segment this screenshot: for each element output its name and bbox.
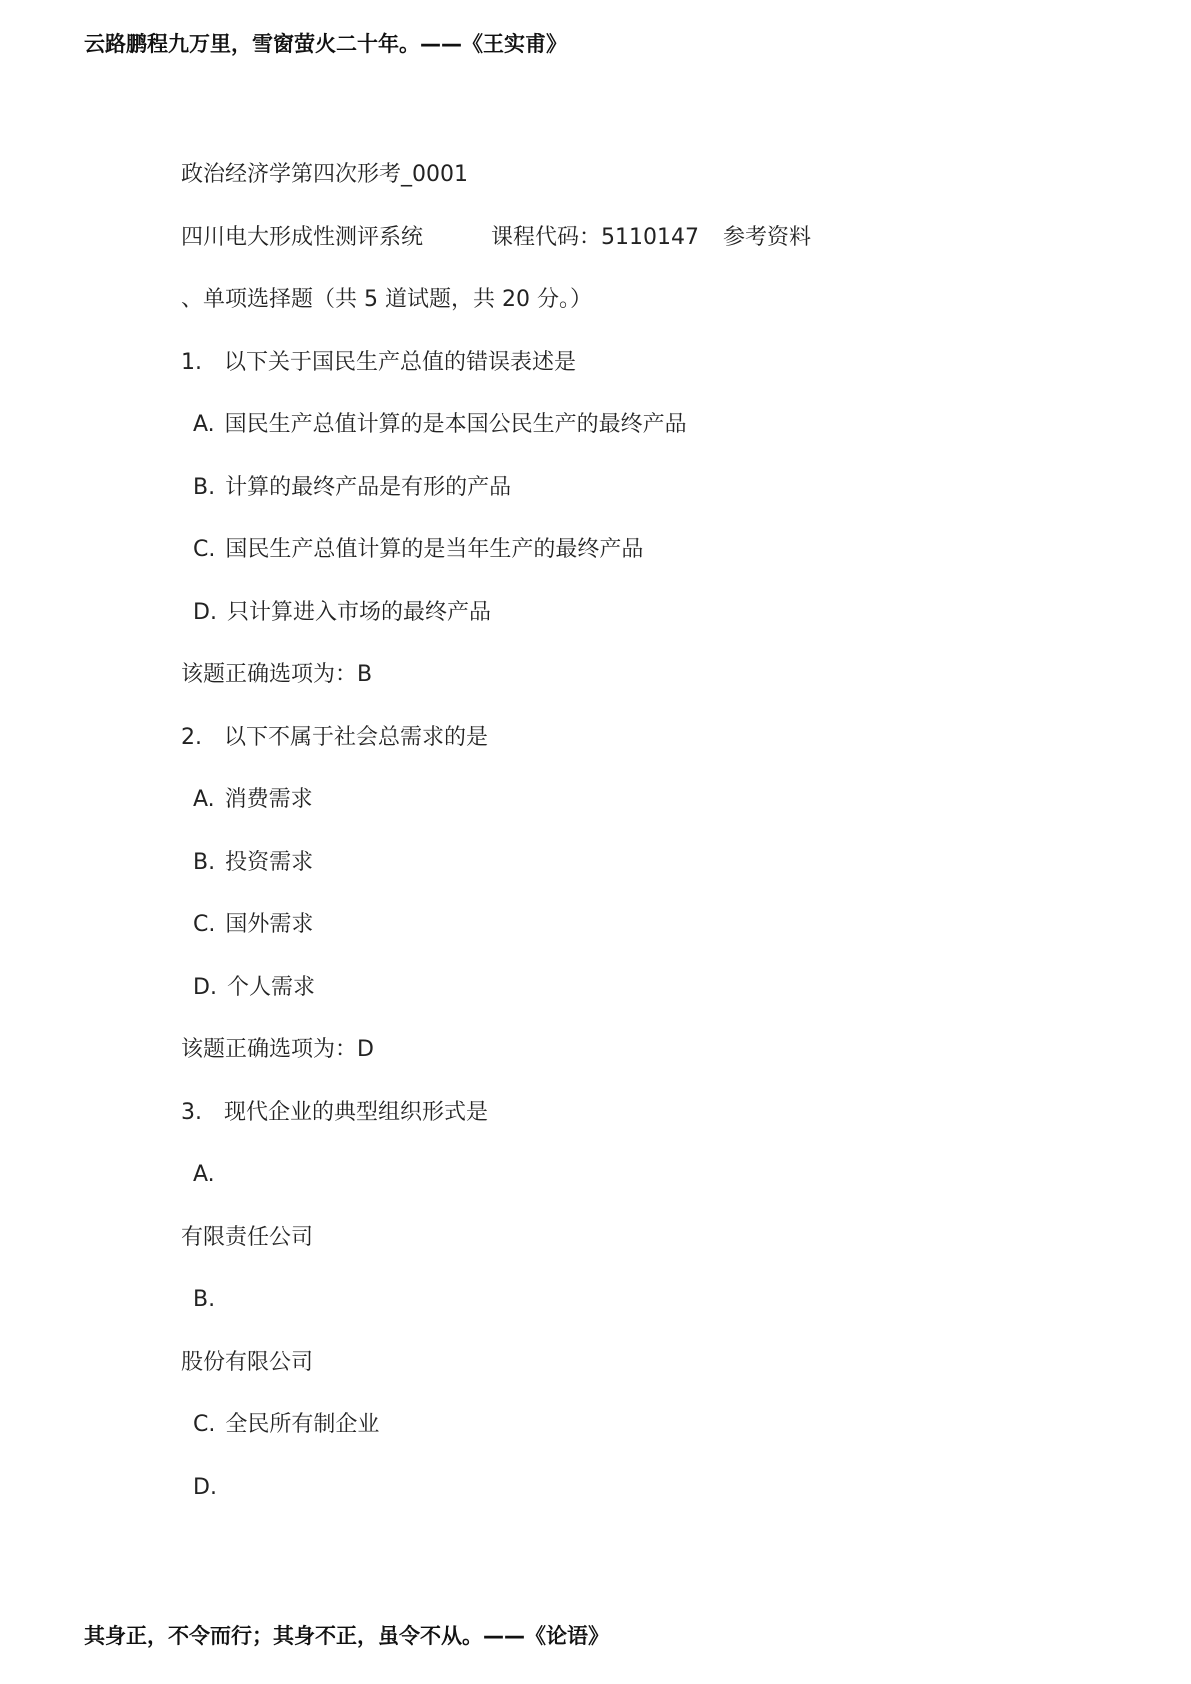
option-text: 计算的最终产品是有形的产品 [225, 474, 512, 500]
question-3-option-b-text: 股份有限公司 [181, 1349, 314, 1375]
question-1 [181, 343, 1081, 406]
option-letter: B. [193, 474, 216, 500]
document-body [181, 155, 1081, 1530]
question-3-option-d-letter: D. [193, 1474, 217, 1500]
question-number: 3. [181, 1099, 202, 1125]
option-letter: B. [193, 849, 216, 875]
reference-label: 参考资料 [723, 224, 812, 250]
question-2-option-a [181, 780, 1081, 843]
question-3 [181, 1093, 1081, 1156]
question-2-option-b [181, 843, 1081, 906]
question-number: 2. [181, 724, 202, 750]
option-text: 投资需求 [225, 849, 314, 875]
doc-title: 政治经济学第四次形考_0001 [181, 162, 468, 187]
option-text: 个人需求 [226, 974, 315, 1000]
option-letter: C. [193, 537, 216, 562]
question-2 [181, 718, 1081, 781]
option-letter: A. [193, 412, 215, 437]
option-text: 国外需求 [225, 912, 314, 937]
option-text: 国民生产总值计算的是本国公民生产的最终产品 [224, 412, 687, 437]
question-1-option-d [181, 593, 1081, 656]
option-text: 全民所有制企业 [225, 1412, 380, 1437]
question-text: 以下不属于社会总需求的是 [224, 724, 489, 750]
question-1-option-b [181, 468, 1081, 531]
question-text: 以下关于国民生产总值的错误表述是 [224, 349, 577, 375]
header-quote: 云路鹏程九万里，雪窗萤火二十年。——《王实甫》 [84, 32, 567, 56]
option-text: 消费需求 [224, 787, 313, 812]
question-1-option-c [181, 530, 1081, 593]
question-3-option-a-text: 有限责任公司 [181, 1224, 314, 1250]
question-2-option-c [181, 905, 1081, 968]
option-text: 国民生产总值计算的是当年生产的最终产品 [225, 537, 644, 562]
question-1-option-a [181, 405, 1081, 468]
option-letter: C. [193, 912, 216, 937]
question-3-option-b-letter: B. [193, 1287, 216, 1312]
course-code: 课程代码：5110147 [491, 224, 699, 250]
option-letter: A. [193, 787, 215, 812]
system-name: 四川电大形成性测评系统 [181, 224, 424, 250]
question-2-option-d [181, 968, 1081, 1031]
question-text: 现代企业的典型组织形式是 [224, 1099, 489, 1125]
option-letter: D. [193, 599, 217, 625]
footer-quote: 其身正，不令而行；其身不正，虽令不从。——《论语》 [84, 1624, 609, 1648]
question-3-option-c [181, 1405, 1081, 1468]
question-1-answer: 该题正确选项为：B [181, 662, 373, 687]
question-3-option-a-letter: A. [193, 1162, 215, 1187]
doc-meta-line [181, 218, 1081, 281]
section-heading: 、单项选择题（共 5 道试题，共 20 分。） [181, 287, 592, 312]
question-number: 1. [181, 349, 202, 375]
question-2-answer: 该题正确选项为：D [181, 1037, 374, 1062]
option-letter: C. [193, 1412, 216, 1437]
option-letter: D. [193, 974, 217, 1000]
option-text: 只计算进入市场的最终产品 [226, 599, 491, 625]
